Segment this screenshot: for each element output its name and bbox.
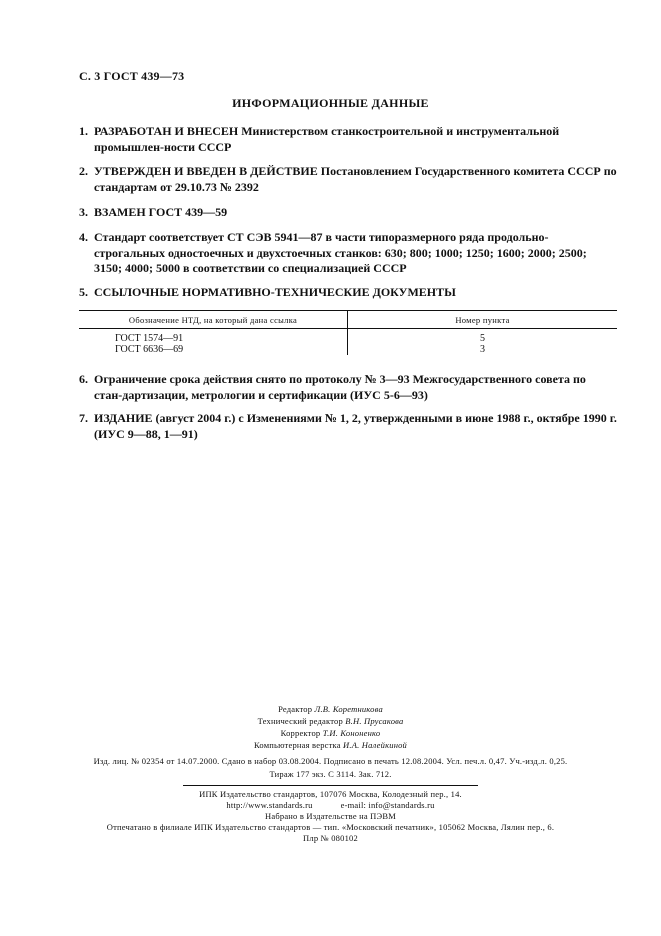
info-item-5 xyxy=(79,285,617,301)
credit-name: Т.И. Кононенко xyxy=(322,728,381,738)
credit-line xyxy=(0,703,661,715)
credit-name: И.А. Налейкиной xyxy=(343,740,408,750)
publisher-address: ИПК Издательство стандартов, 107076 Москва, Колодезный пер., 14. xyxy=(199,789,462,799)
clause-cell: 5 xyxy=(480,333,485,344)
document-cell: ГОСТ 1574—91 xyxy=(79,329,348,345)
info-item-6 xyxy=(79,372,617,403)
item-number: 5. xyxy=(79,285,88,299)
item-text: Министерством станкостроительной и инструментальной промышлен-ности СССР xyxy=(94,124,560,154)
item-text: (август 2004 г.) с Изменениями № 1, 2, утвержденными в июне 1988 г., октябре 1990 г. (ИУС 9—88, 1—91) xyxy=(94,411,617,441)
item-lead: УТВЕРЖДЕН И ВВЕДЕН В ДЕЙСТВИЕ xyxy=(94,164,318,178)
credit-role: Корректор xyxy=(280,728,321,738)
column-header-document: Обозначение НТД, на который дана ссылка xyxy=(79,311,348,329)
info-item-7 xyxy=(79,411,617,442)
item-number: 6. xyxy=(79,372,88,386)
item-number: 3. xyxy=(79,205,88,219)
info-item-3 xyxy=(79,205,617,221)
divider xyxy=(183,785,478,786)
item-text: Ограничение срока действия снято по протоколу № 3—93 Межгосударственного совета по стан-дартизации, метрологии и сертификации (ИУС 5-6—93) xyxy=(94,372,586,402)
column-header-clause: Номер пункта xyxy=(348,311,618,329)
clause-cell: 3 xyxy=(480,344,485,355)
imprint-line: Тираж 177 экз. С 3114. Зак. 712. xyxy=(269,769,392,779)
item-number: 2. xyxy=(79,164,88,178)
license-number: Плр № 080102 xyxy=(303,833,358,843)
credit-role: Редактор xyxy=(278,704,313,714)
website-link: http://www.standards.ru xyxy=(226,800,313,810)
reference-documents-table xyxy=(79,310,617,355)
typeset-note: Набрано в Издательстве на ПЭВМ xyxy=(265,811,396,821)
table-row xyxy=(79,329,617,345)
info-item-1 xyxy=(79,124,617,155)
credit-line xyxy=(0,715,661,727)
editorial-credits xyxy=(0,703,661,751)
item-lead: ВЗАМЕН ГОСТ 439—59 xyxy=(94,205,228,219)
item-text: Постановлением Государственного комитета СССР по стандартам от 29.10.73 № 2392 xyxy=(94,164,617,194)
table-header-row xyxy=(79,311,617,329)
credit-role: Компьютерная верстка xyxy=(253,740,341,750)
section-title: ИНФОРМАЦИОННЫЕ ДАННЫЕ xyxy=(232,96,429,110)
credit-name: В.Н. Прусакова xyxy=(345,716,404,726)
item-lead: ИЗДАНИЕ xyxy=(94,411,153,425)
item-text: Стандарт соответствует СТ СЭВ 5941—87 в части типоразмерного ряда продольно-строгальных одностоечных и двухстоечных станков: 630; 800; 1000; 1250; 1600; 2000; 2500; 3150; 4000; 5000 в соответствии со специализацией СССР xyxy=(94,230,587,275)
imprint-line: Изд. лиц. № 02354 от 14.07.2000. Сдано в набор 03.08.2004. Подписано в печать 12.08.2004. Усл. печ.л. 0,47. Уч.-изд.л. 0,25. xyxy=(93,756,568,766)
table-row xyxy=(79,344,617,355)
email-link: e-mail: info@standards.ru xyxy=(340,800,435,810)
page-header: С. 3 ГОСТ 439—73 xyxy=(79,69,185,83)
publisher-contacts xyxy=(0,800,661,811)
item-number: 1. xyxy=(79,124,88,138)
item-number: 4. xyxy=(79,230,88,244)
item-lead: ССЫЛОЧНЫЕ НОРМАТИВНО-ТЕХНИЧЕСКИЕ ДОКУМЕНТЫ xyxy=(94,285,456,299)
credit-line xyxy=(0,727,661,739)
item-lead: РАЗРАБОТАН И ВНЕСЕН xyxy=(94,124,239,138)
info-item-4 xyxy=(79,230,617,277)
credit-role: Технический редактор xyxy=(257,716,343,726)
credit-line xyxy=(0,739,661,751)
credit-name: Л.В. Коретникова xyxy=(314,704,383,714)
printed-note: Отпечатано в филиале ИПК Издательство стандартов — тип. «Московский печатник», 105062 Москва, Лялин пер., 6. xyxy=(106,822,555,832)
item-number: 7. xyxy=(79,411,88,425)
print-imprint xyxy=(0,755,661,781)
document-cell: ГОСТ 6636—69 xyxy=(79,344,348,355)
publisher-info xyxy=(0,789,661,844)
info-item-2 xyxy=(79,164,617,195)
